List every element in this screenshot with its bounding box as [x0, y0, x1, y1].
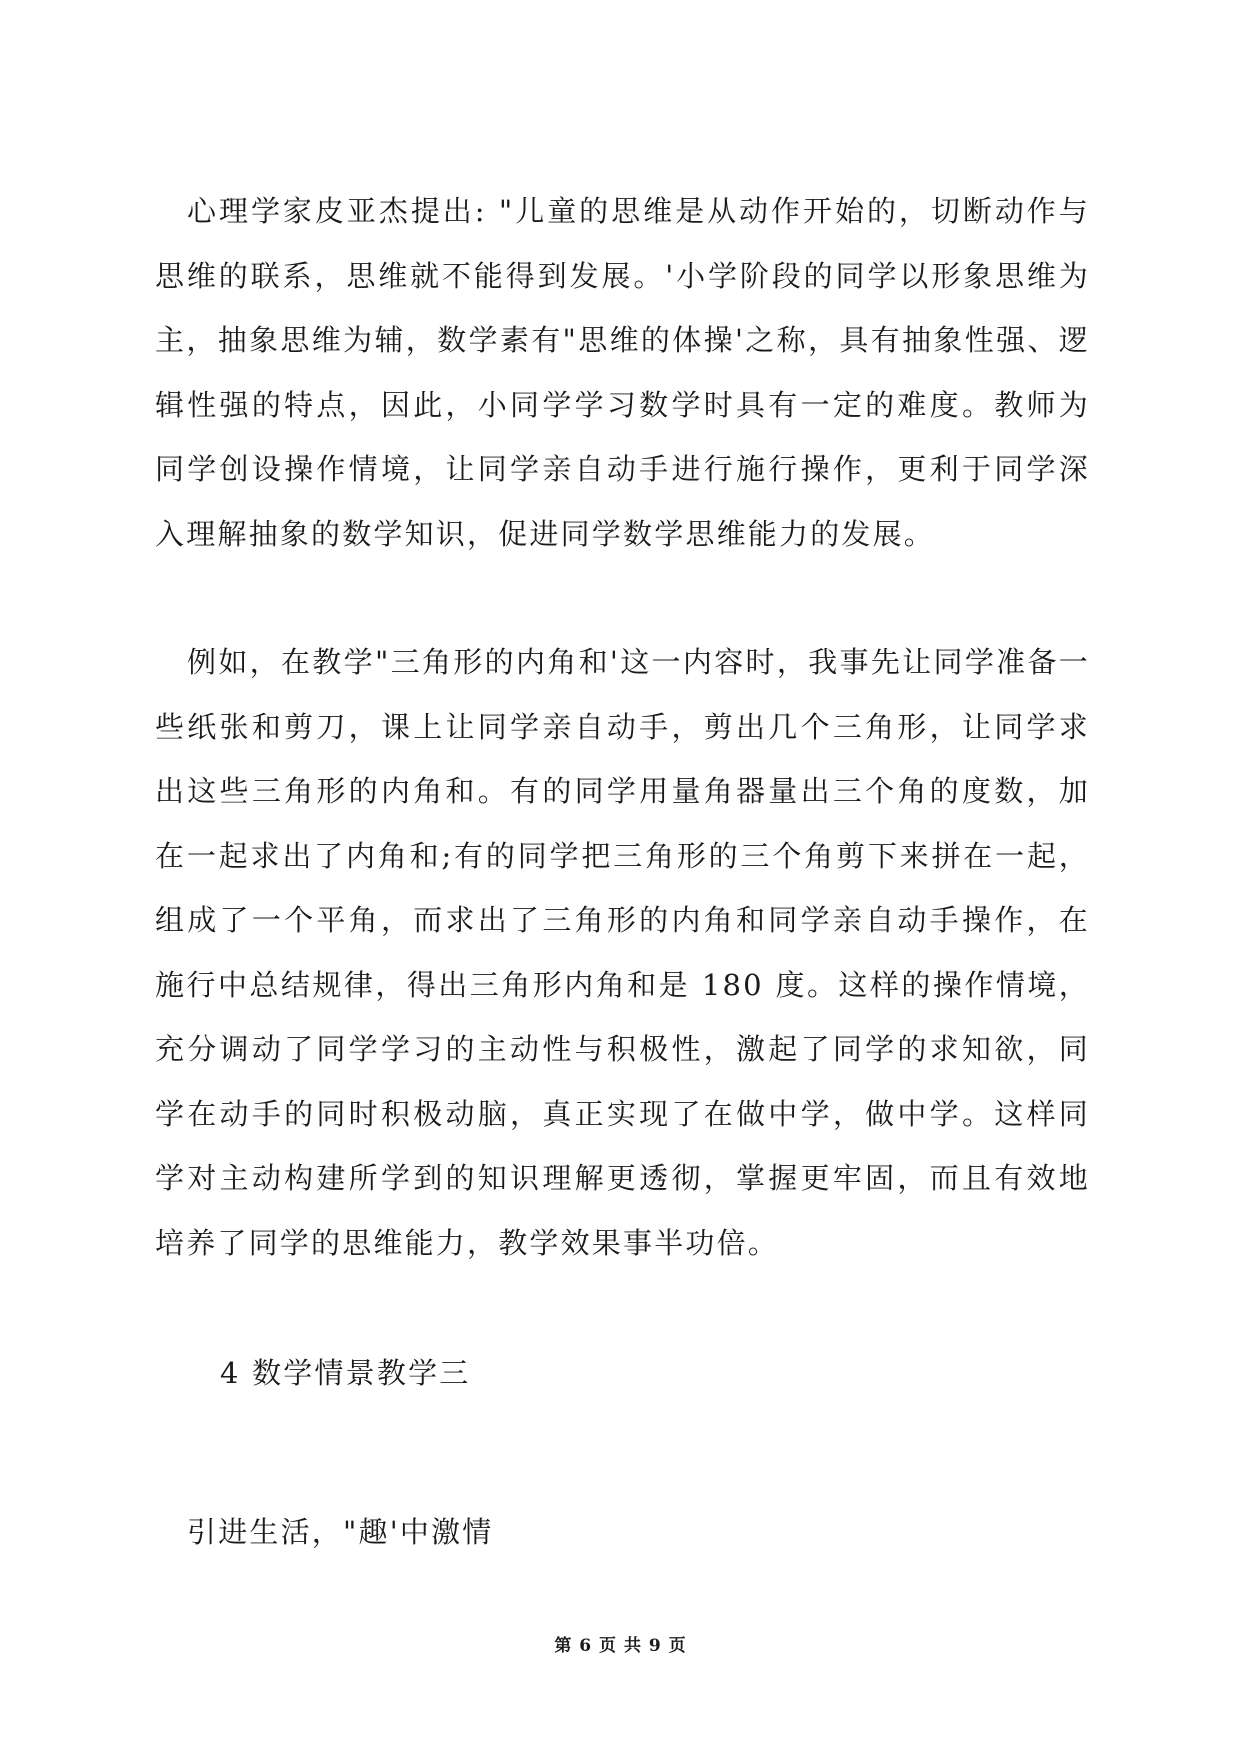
page-number-label: 第 6 页 共 9 页 [554, 1636, 687, 1656]
section-subheading: 引进生活，"趣'中激情 [187, 1515, 494, 1549]
paragraph-1: 心理学家皮亚杰提出: "儿童的思维是从动作开始的，切断动作与思维的联系，思维就不能得到发展。'小学阶段的同学以形象思维为主，抽象思维为辅，数学素有"思维的体操'之称，具有抽象性强、逻辑性强的特点，因此，小同学学习数学时具有一定的难度。教师为同学创设操作情境，让同学亲自动手进行施行操作，更利于同学深入理解抽象的数学知识，促进同学数学思维能力的发展。 [155, 194, 1090, 551]
page-footer [0, 1631, 1241, 1656]
paragraph-2: 例如，在教学"三角形的内角和'这一内容时，我事先让同学准备一些纸张和剪刀，课上让同学亲自动手，剪出几个三角形，让同学求出这些三角形的内角和。有的同学用量角器量出三个角的度数，加在一起求出了内角和;有的同学把三角形的三个角剪下来拼在一起，组成了一个平角，而求出了三角形的内角和同学亲自动手操作，在施行中总结规律，得出三角形内角和是 180 度。这样的操作情境，充分调动了同学学习的主动性与积极性，激起了同学的求知欲，同学在动手的同时积极动脑，真正实现了在做中学，做中学。这样同学对主动构建所学到的知识理解更透彻，掌握更牢固，而且有效地培养了同学的思维能力，教学效果事半功倍。 [155, 645, 1090, 1260]
section-heading: 4 数学情景教学三 [220, 1356, 471, 1390]
